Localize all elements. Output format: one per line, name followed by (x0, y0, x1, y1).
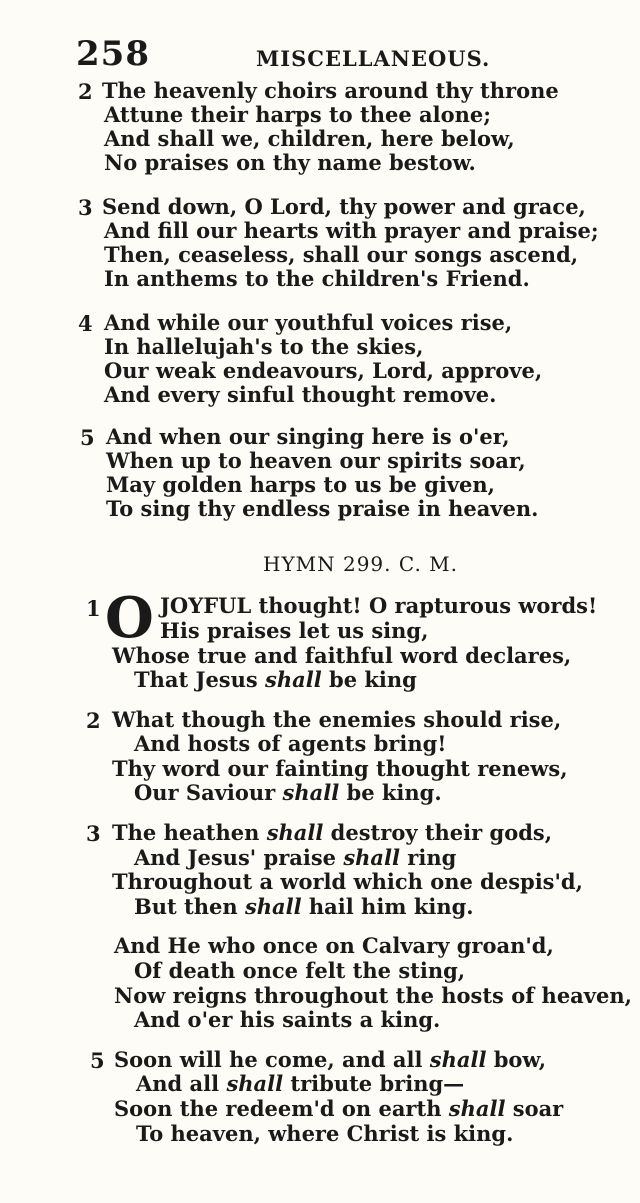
stanza-number: 5 (80, 425, 95, 450)
hymn-title: HYMN 299. C. M. (263, 552, 459, 576)
verse-line: And when our singing here is o'er, (106, 424, 510, 449)
verse-line: Soon the redeem'd on earth shall soar (114, 1096, 564, 1121)
verse-line: JOYFUL thought! O rapturous words! (160, 593, 598, 618)
verse-line: To heaven, where Christ is king. (136, 1121, 514, 1146)
stanza-number: 2 (86, 708, 101, 733)
verse-line: In hallelujah's to the skies, (104, 334, 424, 359)
verse-line: The heathen shall destroy their gods, (112, 820, 553, 845)
page-number: 258 (76, 34, 150, 74)
verse-line: To sing thy endless praise in heaven. (106, 496, 539, 521)
verse-line: And all shall tribute bring— (136, 1071, 465, 1096)
verse-line: And Jesus' praise shall ring (134, 845, 457, 870)
drop-cap: O (105, 585, 154, 651)
verse-line: And hosts of agents bring! (134, 731, 447, 756)
verse-line: Whose true and faithful word declares, (112, 643, 572, 668)
stanza-number: 2 (78, 79, 93, 104)
verse-line: Soon will he come, and all shall bow, (114, 1047, 547, 1072)
verse-line: And fill our hearts with prayer and praise; (104, 218, 599, 243)
stanza-number: 3 (78, 195, 93, 220)
verse-line: No praises on thy name bestow. (104, 150, 476, 175)
verse-line: In anthems to the children's Friend. (104, 266, 530, 291)
page-header (76, 34, 576, 74)
verse-line: Our Saviour shall be king. (134, 780, 442, 805)
verse-line: Then, ceaseless, shall our songs ascend, (104, 242, 579, 267)
verse-line: And every sinful thought remove. (104, 382, 497, 407)
stanza-number: 4 (78, 311, 93, 336)
verse-line: May golden harps to us be given, (106, 472, 495, 497)
running-head: MISCELLANEOUS. (256, 46, 491, 71)
verse-line: That Jesus shall be king (134, 667, 417, 692)
verse-line: His praises let us sing, (160, 618, 429, 643)
stanza-number: 5 (90, 1048, 105, 1073)
verse-line: Attune their harps to thee alone; (104, 102, 491, 127)
verse-line: Now reigns throughout the hosts of heaven, (114, 983, 632, 1008)
verse-line: Thy word our fainting thought renews, (112, 756, 568, 781)
verse-line: What though the enemies should rise, (112, 707, 562, 732)
stanza-number: 3 (86, 821, 101, 846)
verse-line: And o'er his saints a king. (134, 1007, 441, 1032)
verse-line: When up to heaven our spirits soar, (106, 448, 526, 473)
verse-line: Throughout a world which one despis'd, (112, 869, 583, 894)
verse-line: Of death once felt the sting, (134, 958, 466, 983)
verse-line: And while our youthful voices rise, (104, 310, 513, 335)
verse-line: And He who once on Calvary groan'd, (114, 933, 554, 958)
verse-line: The heavenly choirs around thy throne (102, 78, 559, 103)
verse-line: But then shall hail him king. (134, 894, 474, 919)
verse-line: Send down, O Lord, thy power and grace, (102, 194, 586, 219)
verse-line: Our weak endeavours, Lord, approve, (104, 358, 543, 383)
stanza-number: 1 (86, 596, 101, 621)
verse-line: And shall we, children, here below, (104, 126, 515, 151)
